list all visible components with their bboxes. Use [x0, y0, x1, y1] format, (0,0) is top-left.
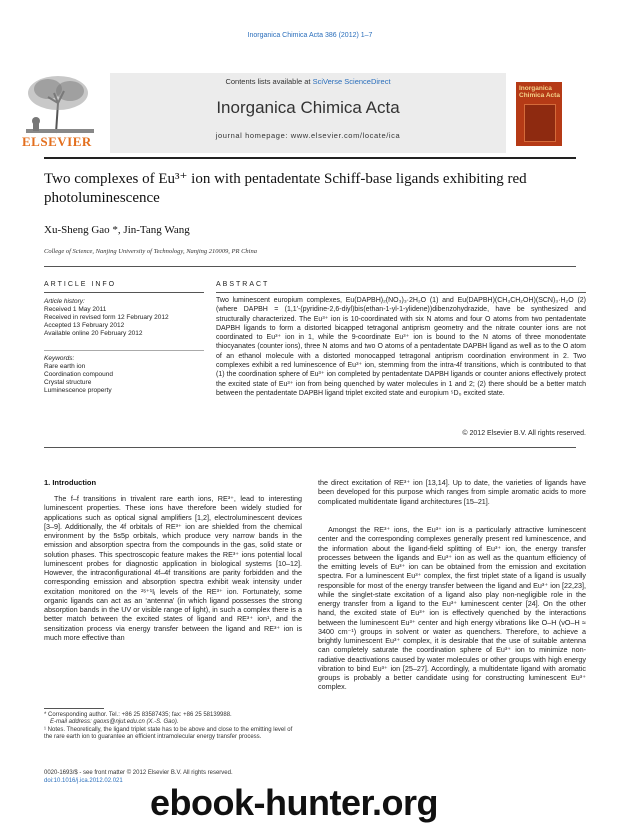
history-item: Available online 20 February 2012: [44, 330, 143, 337]
cover-artwork: [524, 104, 556, 142]
intro-left-column: The f–f transitions in trivalent rare earth ions, RE³⁺, lead to interesting luminescent properties. These ions have therefore been widely studied for applications such as optical signal amplifiers [1,2], electroluminescent devices [3–9]. Additionally, the 4f orbitals of RE³⁺ ion are shielded from the chemical environment by the 5s5p orbitals, which produce very narrow bands in the emission and absorption spectra from the compounds in the gas, solid state or solution phases. This spectroscopic feature makes the RE³⁺ ions potential local luminescent probes for diagnostic application in biological systems [10–12]. However, the intraconfigurational 4f–4f transitions are parity forbidden and the corresponding emission and absorption spectra exhibit weak intensity under excitation monitored on the ²ˢ⁺¹Iⱼ levels of the RE³⁺ ion. Fortunately, some organic ligands can act as an ‘antenna’ (in which ligand possesses the strong absorption bands in the UV or visible range of light), in such a complex there is a better match between the excited states of ligand and RE³⁺ ion¹, and the sensitization process via energy transfer between the ligand and RE³⁺ ion is much more effective than: [44, 494, 302, 642]
article-history: [44, 298, 209, 338]
article-info-rule: [44, 292, 204, 293]
article-info-heading: ARTICLE INFO: [44, 281, 117, 288]
intro-right-paragraph-1: the direct excitation of RE³⁺ ion [13,14]. Up to date, the varieties of ligands have been developed for this purpose which ranges from simple aromatic acids to more complicated multidentate ligand architectures [15–21].: [318, 478, 586, 506]
footnote-rule: [44, 708, 104, 709]
sciencedirect-link[interactable]: SciVerse ScienceDirect: [312, 77, 391, 86]
footnote-corresponding: * Corresponding author. Tel.: +86 25 83587435; fax: +86 25 58139988.: [44, 712, 232, 718]
abstract-rule: [216, 292, 586, 293]
article-title: Two complexes of Eu³⁺ ion with pentadentate Schiff-base ligands exhibiting red photoluminescence: [44, 171, 527, 206]
abstract-heading: ABSTRACT: [216, 281, 270, 288]
article-affiliation: College of Science, Nanjing University of Technology, Nanjing 210009, PR China: [44, 248, 257, 255]
journal-homepage[interactable]: journal homepage: www.elsevier.com/locate/ica: [215, 131, 401, 140]
footnote-email[interactable]: E-mail address: gaoxs@njut.edu.cn (X.-S. Gao).: [50, 719, 179, 726]
abstract-copyright: © 2012 Elsevier B.V. All rights reserved.: [462, 430, 586, 437]
journal-citation[interactable]: Inorganica Chimica Acta 386 (2012) 1–7: [247, 32, 373, 39]
journal-name: Inorganica Chimica Acta: [216, 98, 400, 117]
history-item: Received in revised form 12 February 2012: [44, 314, 169, 321]
keywords-label: Keywords:: [44, 355, 75, 362]
history-label: Article history:: [44, 298, 85, 305]
journal-cover-image: [516, 82, 562, 146]
section-heading-introduction: 1. Introduction: [44, 478, 97, 487]
keywords-rule: [44, 350, 204, 351]
abstract-bottom-divider: [44, 447, 576, 448]
contents-line: Contents lists available at SciVerse ScienceDirect: [225, 77, 391, 86]
footer-issn: 0020-1693/$ - see front matter © 2012 Elsevier B.V. All rights reserved.: [44, 770, 233, 776]
watermark-text: ebook-hunter.org: [150, 782, 438, 823]
footnote-note-1: ¹ Notes. Theoretically, the ligand triplet state has to be above and close to the emitting level of the rare earth ion to guarantee an efficient intramolecular energy transfer process.: [44, 726, 293, 741]
doi-link[interactable]: doi:10.1016/j.ica.2012.02.021: [44, 777, 123, 784]
keyword-item: Coordination compound: [44, 371, 114, 378]
cover-title: Inorganica Chimica Acta: [519, 85, 560, 99]
keywords: [44, 355, 209, 395]
journal-header: [110, 73, 506, 153]
abstract-text: Two luminescent europium complexes, Eu(DAPBH)₂(NO₃)₃·2H₂O (1) and Eu(DAPBH)(CH₃CH₂OH)(SCN)₃·H₂O (2) (where DAPBH = (1,1′-(pyridine-2,6-diyl)bis(ethan-1-yl-1-ylidene))dibenzohydrazide, have be synthesized and structurally characterized. The Eu³⁺ ion is 10-coordinated with six N atoms and four O atoms from two pentadentate DAPBH ligands to form a distorted bicapped tetragonal antiprism geometry and the nitrate counter ions are not coordinated to Eu³⁺ ion in 1, while the 9-coordinate Eu³⁺ ion is bound to the N atoms of three monodentate thiocyanates (counter ions), three N atoms and two O atoms of a pentadentate DAPBH ligand as well as to the O atom of an ethanol molecule with a distorted monocapped tetragonal antiprism coordination environment in 2. Two complexes exhibit a red luminescence of Eu³⁺ ion, stemming from the intra-4f transitions, which is contributed to that (1) the coordination sphere of Eu³⁺ ion completed by pentadentate DAPBH ligands or counter anions effectively protect the excited state of Eu³⁺ ion from being quenched by water molecules in 1 and 2; (2) there should be a better match between the pentadentate DAPBH ligand triplet excited state and europium ⁵D₀ excited state.: [216, 297, 586, 397]
history-item: Received 1 May 2011: [44, 306, 107, 313]
article-authors[interactable]: Xu-Sheng Gao *, Jin-Tang Wang: [44, 224, 190, 236]
history-item: Accepted 13 February 2012: [44, 322, 125, 329]
keyword-item: Luminescence property: [44, 387, 112, 394]
title-divider: [44, 266, 576, 267]
keyword-item: Rare earth ion: [44, 363, 86, 370]
header-divider: [44, 157, 576, 159]
intro-right-paragraph-2: Amongst the RE³⁺ ions, the Eu³⁺ ion is a particularly attractive luminescent center and the corresponding complexes generally present red luminescence, and the information about the ligand-field splitting of Eu³⁺ ion, the energy transfer processes between the ligands and Eu³⁺ ion as well as the quantum efficiency of the emitting levels of Eu³⁺ ion can be obtained from the emission and excitation spectra. For a luminescent Eu³⁺ complex, the first triplet state of a ligand is usually responsible for most of the energy transfer between the ligand and Eu³⁺ ion [22,23], while the singlet-state excitation of a ligand also play non-negligible role in the energy transfer from a ligand to the Eu³⁺ luminescent center [24]. On the other hand, the excited state of Eu³⁺ ion is effectively quenched by the interactions between the luminescent Eu³⁺ center and high energy vibrations like O–H (νO–H ≈ 3400 cm⁻¹) groups in solvent or water as quenchers. Therefore, to achieve a brightly luminescent Eu³⁺ complex, it is desirable that the use of suitable antenna can completely saturate the coordination sphere of Eu³⁺ ion to minimize non-radiative deactivations caused by water molecules or other groups with high energy vibration to bind Eu³⁺ ion [25–27]. Accordingly, a multidentate ligand with aromatic groups is probably a better candidate using for constructing luminescent Eu³⁺ complex.: [318, 525, 586, 692]
footnotes: [44, 712, 302, 742]
publisher-logo-text: ELSEVIER: [22, 134, 92, 149]
keyword-item: Crystal structure: [44, 379, 92, 386]
